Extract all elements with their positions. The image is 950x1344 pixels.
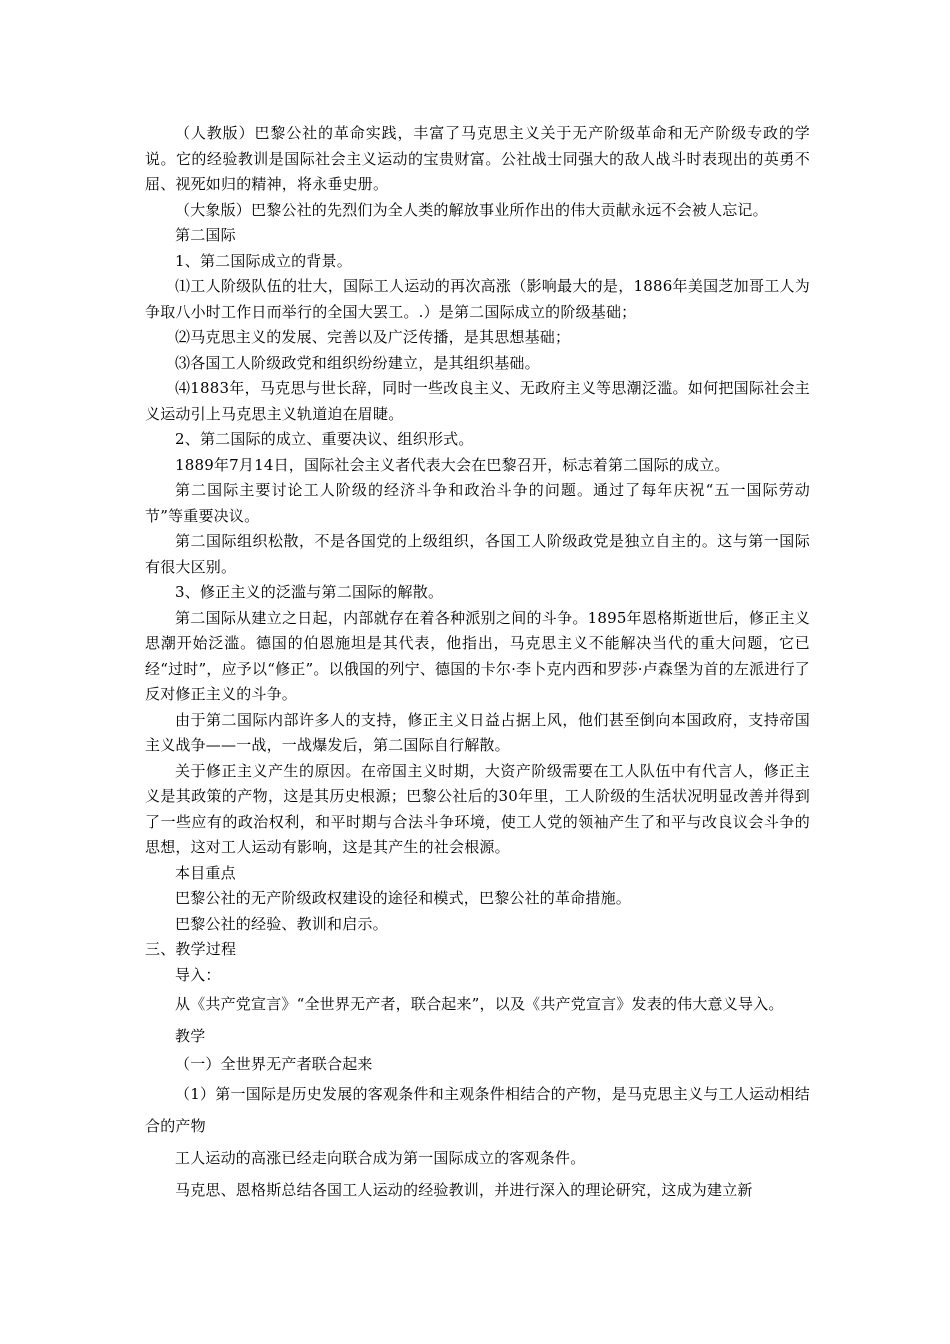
paragraph-first-international: （1）第一国际是历史发展的客观条件和主观条件相结合的产物，是马克思主义与工人运动相结合的产物 [145, 1084, 810, 1135]
paragraph-point-4: ⑷1883年，马克思与世长辞，同时一些改良主义、无政府主义等思潮泛滥。如何把国际社会主义运动引上马克思主义轨道迫在眉睫。 [145, 379, 810, 423]
heading-introduction: 导入： [175, 965, 221, 984]
heading-founding: 2、第二国际的成立、重要决议、组织形式。 [175, 430, 474, 448]
paragraph-daxiang-summary: （大象版）巴黎公社的先烈们为全人类的解放事业所作出的伟大贡献永远不会被人忘记。 [175, 200, 768, 219]
paragraph-organization: 第二国际组织松散，不是各国党的上级组织，各国工人阶级政党是独立自主的。这与第一国际有很大区别。 [145, 532, 810, 576]
heading-second-international: 第二国际 [175, 226, 236, 244]
heading-section-one: （一）全世界无产者联合起来 [175, 1055, 373, 1073]
heading-key-points: 本目重点 [175, 863, 236, 882]
paragraph-founding-date: 1889年7月14日，国际社会主义者代表大会在巴黎召开，标志着第二国际的成立。 [175, 455, 730, 474]
document-body [145, 121, 810, 1206]
heading-teaching-process: 三、教学过程 [145, 940, 237, 958]
heading-background: 1、第二国际成立的背景。 [175, 251, 352, 270]
paragraph-point-3: ⑶各国工人阶级政党和组织纷纷建立，是其组织基础。 [175, 353, 540, 372]
heading-teaching: 教学 [175, 1027, 206, 1045]
paragraph-key-point-2: 巴黎公社的经验、教训和启示。 [175, 914, 388, 933]
paragraph-causes: 关于修正主义产生的原因。在帝国主义时期，大资产阶级需要在工人队伍中有代言人，修正主义是其政策的产物，这是其历史根源；巴黎公社后的30年里，工人阶级的生活状况明显改善并得到了一些应有的政治权利，和平时期与合法斗争环境，使工人党的领袖产生了和平与改良议会斗争的思想，这对工人运动有影响，这是其产生的社会根源。 [145, 761, 810, 856]
heading-revisionism: 3、修正主义的泛滥与第二国际的解散。 [175, 583, 444, 601]
paragraph-internal-struggle: 第二国际从建立之日起，内部就存在着各种派别之间的斗争。1895年恩格斯逝世后，修正主义思潮开始泛滥。德国的伯恩施坦是其代表，他指出，马克思主义不能解决当代的重大问题，它已经“过时”，应予以“修正”。以俄国的列宁、德国的卡尔·李卜克内西和罗莎·卢森堡为首的左派进行了反对修正主义的斗争。 [145, 608, 810, 703]
paragraph-renjiao-summary: （人教版）巴黎公社的革命实践，丰富了马克思主义关于无产阶级革命和无产阶级专政的学说。它的经验教训是国际社会主义运动的宝贵财富。公社战士同强大的敌人战斗时表现出的英勇不屈、视死如归的精神，将永垂史册。 [145, 124, 810, 193]
paragraph-dissolution: 由于第二国际内部许多人的支持，修正主义日益占据上风，他们甚至倒向本国政府，支持帝国主义战争——一战，一战爆发后，第二国际自行解散。 [145, 710, 810, 754]
paragraph-marx-engels: 马克思、恩格斯总结各国工人运动的经验教训，并进行深入的理论研究，这成为建立新 [175, 1180, 753, 1199]
paragraph-introduction: 从《共产党宣言》“全世界无产者，联合起来”，以及《共产党宣言》发表的伟大意义导入。 [175, 995, 784, 1013]
paragraph-objective-condition: 工人运动的高涨已经走向联合成为第一国际成立的客观条件。 [175, 1148, 586, 1167]
paragraph-point-1: ⑴工人阶级队伍的壮大，国际工人运动的再次高涨（影响最大的是，1886年美国芝加哥工人为争取八小时工作日而举行的全国大罢工。.）是第二国际成立的阶级基础； [145, 277, 810, 321]
paragraph-point-2: ⑵马克思主义的发展、完善以及广泛传播，是其思想基础； [175, 328, 571, 346]
paragraph-resolutions: 第二国际主要讨论工人阶级的经济斗争和政治斗争的问题。通过了每年庆祝“五一国际劳动节”等重要决议。 [145, 481, 810, 525]
paragraph-key-point-1: 巴黎公社的无产阶级政权建设的途径和模式，巴黎公社的革命措施。 [175, 889, 632, 907]
